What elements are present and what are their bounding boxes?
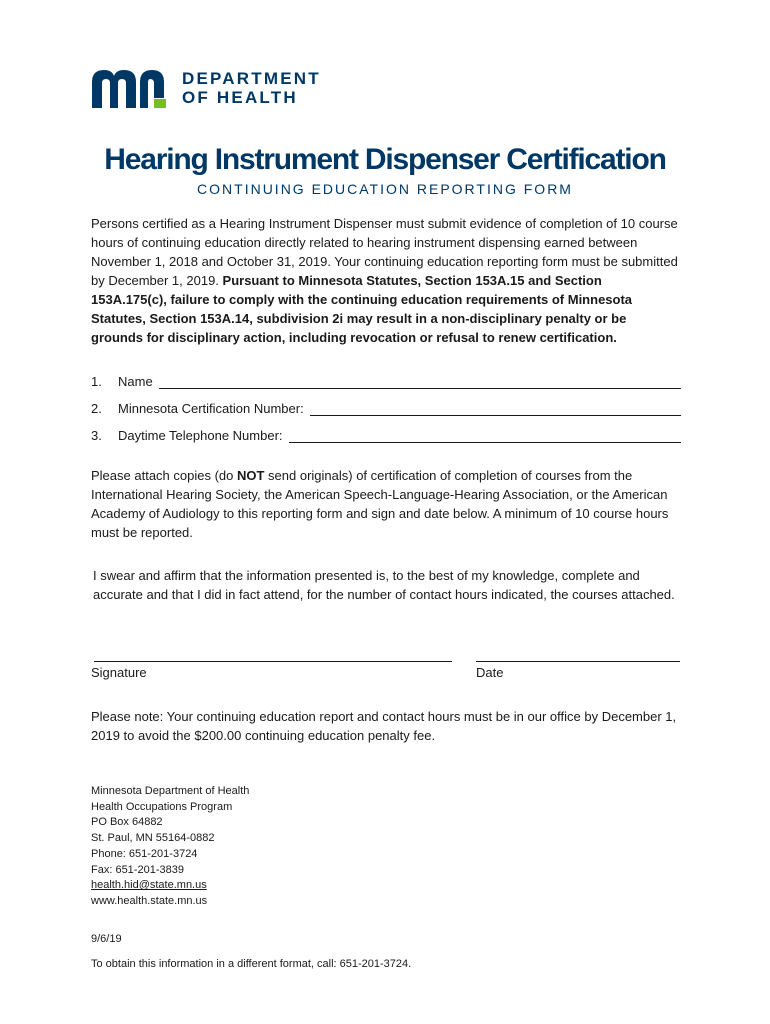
- attach-text-after: send originals) of certification of completion of courses from the International Hearing Society, the American Speech-Language-Hearing Association, or the American Academy of Audiology to this reporting form and sign and date below. A minimum of 10 course hours must be reported.: [91, 468, 669, 540]
- alternate-format-note: To obtain this information in a different format, call: 651-201-3724.: [91, 958, 412, 970]
- telephone-label: Daytime Telephone Number:: [118, 428, 283, 443]
- field-number: 2.: [91, 401, 102, 416]
- name-field-row: [91, 369, 681, 389]
- field-number: 3.: [91, 428, 102, 443]
- revision-date: 9/6/19: [91, 933, 122, 945]
- page-subtitle: CONTINUING EDUCATION REPORTING FORM: [197, 181, 573, 197]
- logo-wordmark: [182, 69, 321, 107]
- name-label: Name: [118, 374, 153, 389]
- date-label: Date: [476, 665, 504, 680]
- intro-statute-text: Pursuant to Minnesota Statutes, Section 153A.15 and Section 153A.175(c), failure to comply with the continuing education requirements of Minnesota Statutes, Section 153A.14, subdivision 2i may result in a non-disciplinary penalty or be grounds for disciplinary action, including revocation or refusal to renew certification.: [91, 273, 633, 345]
- affirmation-paragraph: I swear and affirm that the information presented is, to the best of my knowledge, complete and accurate and that I did in fact attend, for the number of contact hours indicated, the courses attached.: [93, 568, 675, 602]
- logo-line-2: OF HEALTH: [182, 88, 298, 107]
- penalty-note: Please note: Your continuing education report and contact hours must be in our office by December 1, 2019 to avoid the $200.00 continuing education penalty fee.: [91, 709, 677, 743]
- address-program: Health Occupations Program: [91, 800, 233, 813]
- certification-number-field-row: [91, 396, 681, 416]
- address-org: Minnesota Department of Health: [91, 785, 250, 797]
- telephone-field[interactable]: [289, 428, 681, 443]
- field-number: 1.: [91, 374, 102, 389]
- signature-label: Signature: [91, 665, 147, 680]
- website-link[interactable]: www.health.state.mn.us: [91, 894, 208, 907]
- attach-not-text: NOT: [236, 468, 265, 483]
- intro-text: Persons certified as a Hearing Instrument Dispenser must submit evidence of completion of 10 course hours of continuing education directly related to hearing instrument dispensing earned between November 1, 2018 and October 31, 2019. Your continuing education reporting form must be submitted by December 1, 2019.: [91, 216, 678, 288]
- logo-line-1: DEPARTMENT: [182, 69, 321, 88]
- address-city: St. Paul, MN 55164-0882: [91, 832, 215, 845]
- attach-text-before: Please attach copies (do: [91, 468, 237, 483]
- certification-number-label: Minnesota Certification Number:: [118, 401, 304, 416]
- page-title: Hearing Instrument Dispenser Certification: [104, 143, 666, 176]
- address-phone: Phone: 651-201-3724: [91, 847, 198, 860]
- intro-paragraph: [91, 214, 681, 347]
- mdh-logo: [90, 66, 321, 110]
- signature-field[interactable]: [94, 661, 452, 662]
- certification-number-field[interactable]: [310, 401, 681, 416]
- date-field[interactable]: [476, 661, 680, 662]
- attach-paragraph: [91, 466, 681, 542]
- name-field[interactable]: [159, 374, 681, 389]
- address-fax: Fax: 651-201-3839: [91, 863, 184, 876]
- telephone-field-row: [91, 423, 681, 443]
- mn-logo-mark-icon: [90, 68, 172, 108]
- address-po-box: PO Box 64882: [91, 816, 163, 829]
- contact-address-block: [91, 784, 249, 910]
- email-link[interactable]: health.hid@state.mn.us: [91, 879, 207, 892]
